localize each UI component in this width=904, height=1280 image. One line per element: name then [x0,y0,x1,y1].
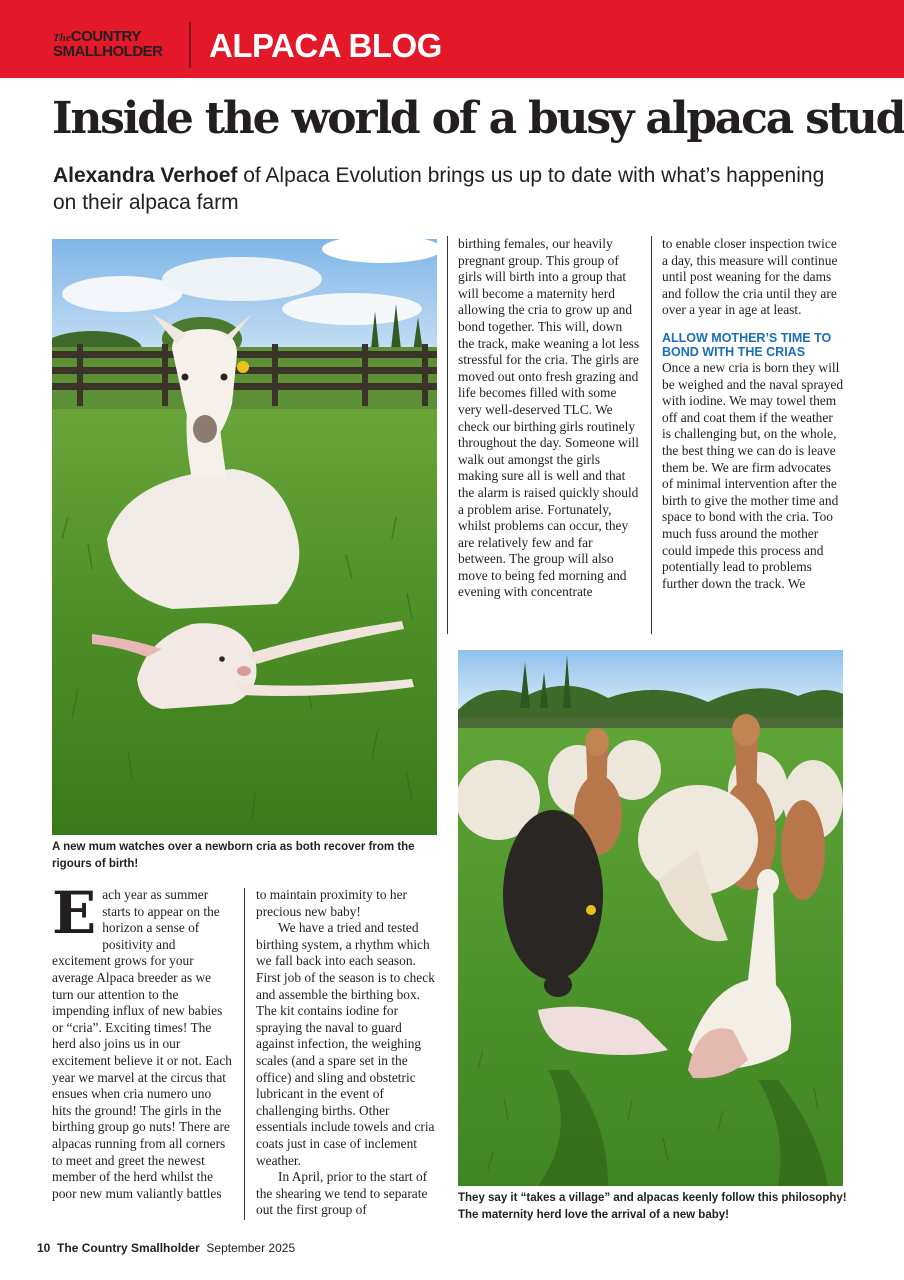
article-column-4 [662,236,845,592]
logo-the: The [53,32,71,44]
col2-paragraph-2: We have a tried and tested birthing system, a rhythm which we fall back into each season. First job of the season is to check and assemble the birthing box. The kit contains iodine for spraying the naval to guard against infection, the weighing scales (and a spare set in the office) and sling and obstetric lubricant in the event of challenging births. Other essentials include towels and cria coats just in case of inclement weather. [256,920,435,1168]
col2-paragraph-1: to maintain proximity to her precious new baby! [256,887,407,919]
article-column-1 [52,879,232,1202]
header-banner [0,0,904,78]
column-rule [244,888,245,1220]
column-rule [651,236,652,634]
section-title: ALPACA BLOG [209,27,442,64]
logo-line2: SMALLHOLDER [53,43,163,60]
magazine-name: The Country Smallholder [57,1241,200,1255]
author-name: Alexandra Verhoef [53,164,238,187]
drop-cap: E [52,879,97,947]
col4-paragraph-2: Once a new cria is born they will be weighed and the naval sprayed with iodine. We may towel them off and coat them if the weather is challenging but, on the whole, the best thing we can do is leave them be. We are firm advocates of minimal intervention after the birth to give the mother time and space to bond with the cria. Too much fuss around the mother could impede this process and potentially lead to problems further down the track. We [662,359,844,591]
issue-date: September 2025 [206,1241,296,1255]
section-subhead: ALLOW MOTHER’S TIME TO BOND WITH THE CRIAS [662,330,832,359]
article-headline: Inside the world of a busy alpaca stud [52,93,904,144]
article-column-3 [458,236,641,601]
logo-line1: COUNTRY [70,28,141,45]
photo2-caption: They say it “takes a village” and alpacas keenly follow this philosophy! The maternity herd love the arrival of a new baby! [458,1192,847,1221]
article-column-2 [256,887,440,1219]
banner-divider [189,22,191,68]
standfirst [53,162,843,216]
col1-paragraph-1: ach year as summer starts to appear on the horizon a sense of positivity and excitement grows for your average Alpaca breeder as we turn our attention to the impending influx of new babies or “cria”. Exciting times! The herd also joins us in our excitement believe it or not. Each year we marvel at the circus that ensues when cria numero uno hits the ground! The girls in the birthing group go nuts! There are alpacas running from all corners to meet and greet the newest member of the herd whilst the poor new mum valiantly battles [52,887,232,1201]
photo1-caption: A new mum watches over a newborn cria as both recover from the rigours of birth! [52,841,415,870]
standfirst-text: of Alpaca Evolution brings us up to date with what’s happening on their alpaca farm [53,164,825,214]
page-footer [37,1240,295,1256]
col3-paragraph-1: birthing females, our heavily pregnant group. This group of girls will birth into a group that will become a maternity herd allowing the cria to grow up and bond together. This will, down the track, make weaning a lot less stressful for the cria. The girls are moved out onto fresh grazing and life becomes filled with some very well-deserved TLC. We check our birthing girls routinely throughout the day. Someone will walk out amongst the girls making sure all is well and that the alarm is raised quickly should a problem arise. Fortunately, whilst problems can occur, they are relatively few and far between. The group will also move to being fed morning and evening with concentrate [458,236,640,600]
column-rule [447,236,448,634]
col4-paragraph-1: to enable closer inspection twice a day, this measure will continue until post weaning for the dams and follow the cria until they are over a year in age at least. [662,236,838,318]
col2-paragraph-3: In April, prior to the start of the shearing we tend to separate out the first group of [256,1169,428,1218]
magazine-logo[interactable] [53,30,163,58]
page-number: 10 [37,1241,51,1255]
photo-mother-and-cria [52,239,437,835]
photo-maternity-herd [458,650,843,1186]
